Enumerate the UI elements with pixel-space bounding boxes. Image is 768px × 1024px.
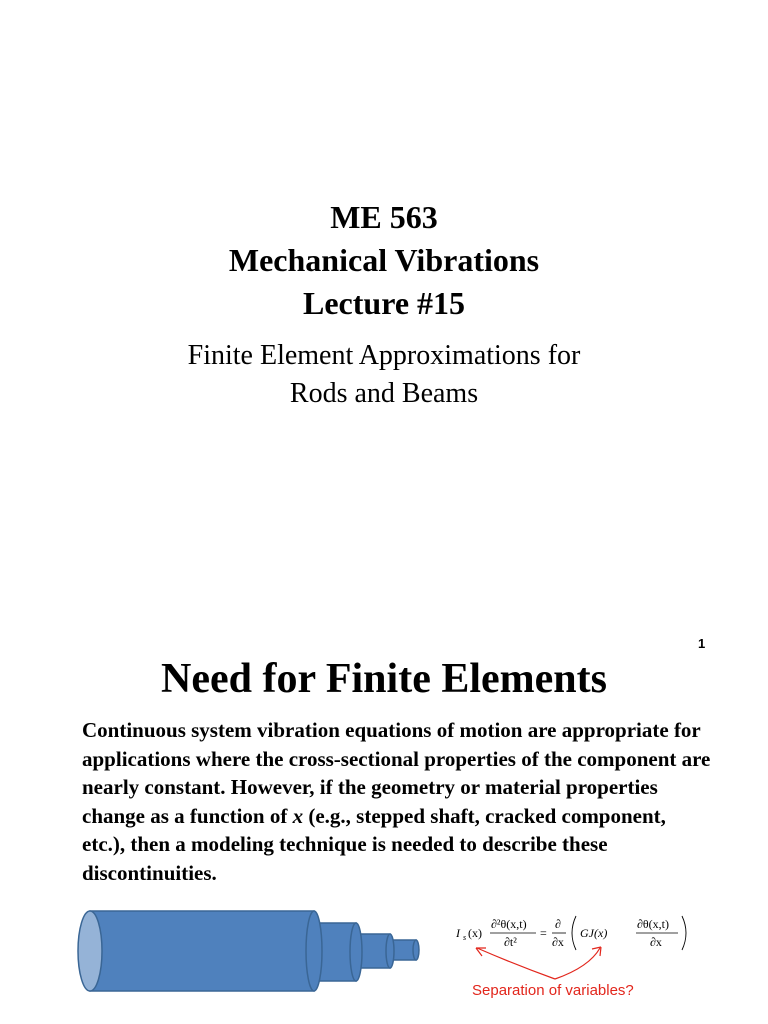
eq-frac2-denominator: ∂x xyxy=(552,935,564,949)
eq-lhs-coefficient: I xyxy=(456,926,460,940)
equation-of-motion xyxy=(454,902,694,962)
body-paragraph xyxy=(82,716,712,887)
subtitle-line-2: Rods and Beams xyxy=(289,378,479,409)
body-text-part-1: Continuous system vibration equations of motion are appropriate for applications where the cross-sectional properties of the component are nearly constant. However, if the geometry or material properties change as a function of xyxy=(82,718,711,828)
eq-right-paren xyxy=(682,916,686,950)
eq-lhs-subscript: s xyxy=(463,933,467,942)
slide-title xyxy=(0,196,768,325)
slide-2 xyxy=(0,640,768,1024)
lecture-number: Lecture #15 xyxy=(302,285,466,321)
eq-frac2-numerator: ∂ xyxy=(555,917,561,931)
eq-equals: = xyxy=(540,926,547,940)
shaft-front-face xyxy=(78,911,102,991)
course-number: ME 563 xyxy=(330,199,438,235)
eq-frac3-numerator: ∂θ(x,t) xyxy=(637,917,670,931)
eq-left-paren xyxy=(572,916,576,950)
eq-frac1-denominator: ∂t² xyxy=(504,935,517,949)
course-title: Mechanical Vibrations xyxy=(228,242,540,278)
eq-lhs-argument: (x) xyxy=(468,926,482,940)
separation-annotation: Separation of variables? xyxy=(472,982,634,999)
shaft-section-3-end xyxy=(386,934,394,968)
eq-rhs-coefficient: GJ(x) xyxy=(580,926,608,940)
slide-2-title: Need for Finite Elements xyxy=(161,656,607,702)
subtitle-line-1: Finite Element Approximations for xyxy=(187,340,581,371)
eq-frac1-numerator: ∂²θ(x,t) xyxy=(491,917,527,931)
shaft-section-4-end xyxy=(413,940,419,960)
body-text-part-2: (e.g., stepped shaft, cracked component, etc.), then a modeling technique is needed to describe these discontinuities. xyxy=(82,803,666,885)
shaft-section-1 xyxy=(90,911,314,991)
variable-x: x xyxy=(292,803,304,828)
shaft-section-2-end xyxy=(350,923,362,981)
shaft-section-1-end xyxy=(306,911,322,991)
eq-frac3-denominator: ∂x xyxy=(650,935,662,949)
page-number: 1 xyxy=(698,636,706,651)
stepped-shaft-diagram xyxy=(76,910,426,992)
slide-subtitle xyxy=(0,337,768,413)
